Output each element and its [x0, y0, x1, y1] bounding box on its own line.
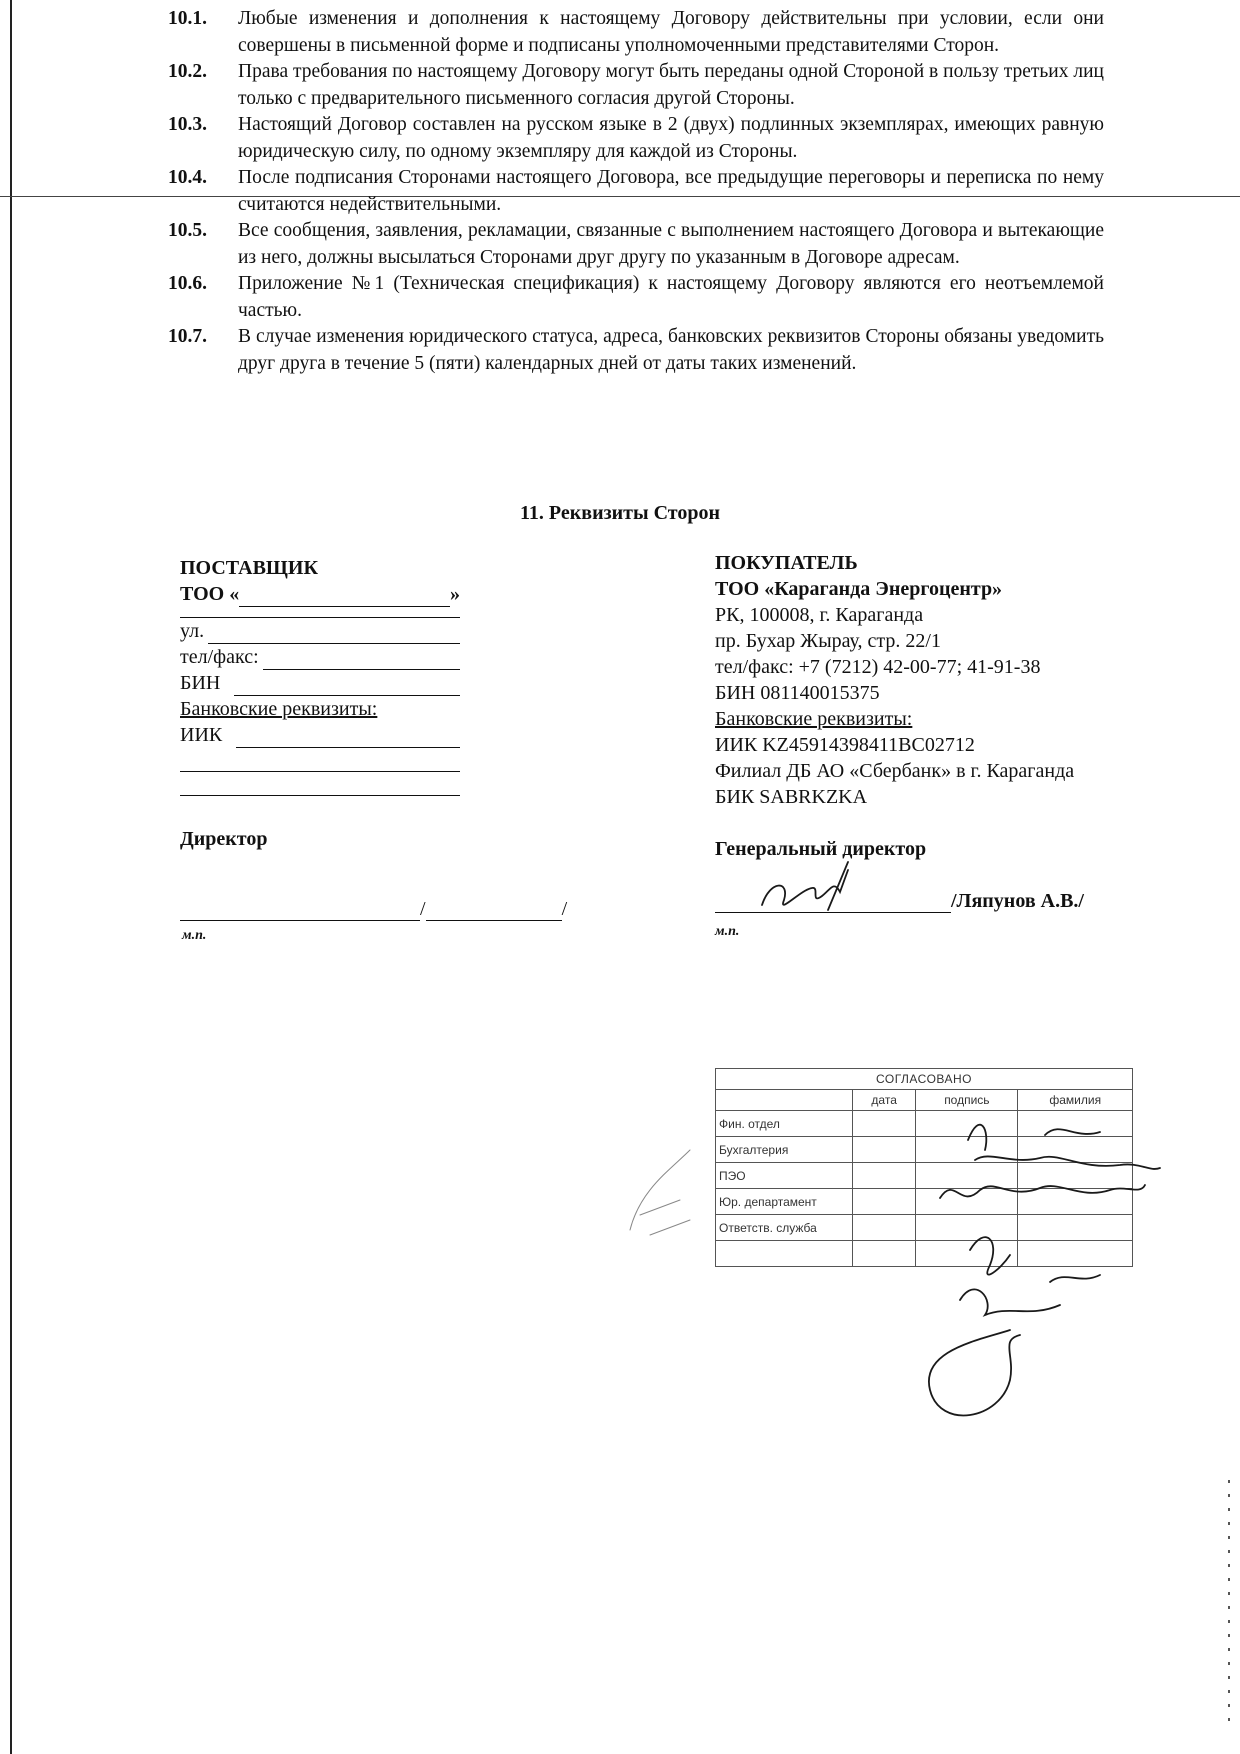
approval-col-header: дата	[853, 1090, 916, 1111]
approval-row-label: Ответств. служба	[716, 1215, 853, 1241]
approval-signature	[1050, 1275, 1100, 1282]
clause-text: В случае изменения юридического статуса, адреса, банковских реквизитов Стороны обязаны уведомить друг друга в течение 5 (пяти) календарных дней от даты таких изменений.	[238, 326, 1104, 374]
approval-col-header: фамилия	[1018, 1090, 1133, 1111]
buyer-director-label: Генеральный директор	[715, 838, 927, 860]
clause-text: Настоящий Договор составлен на русском языке в 2 (двух) подлинных экземплярах, имеющих равную юридическую силу, по одному экземпляру для каждой из Стороны.	[238, 114, 1104, 162]
buyer-branch: Филиал ДБ АО «Сбербанк» в г. Караганда	[715, 760, 1075, 782]
approval-row-label: Бухгалтерия	[716, 1137, 853, 1163]
clause-text: Все сообщения, заявления, рекламации, связанные с выполнением настоящего Договора и вытекающие из него, должны высылаться Сторонами друг другу по указанным в Договоре адресам.	[238, 220, 1104, 268]
buyer-phone: тел/факс: +7 (7212) 42-00-77; 41-91-38	[715, 656, 1041, 678]
buyer-address-2: пр. Бухар Жырау, стр. 22/1	[715, 630, 941, 652]
approval-col-header: подпись	[916, 1090, 1018, 1111]
clause-number: 10.1.	[168, 8, 207, 29]
buyer-address-1: РК, 100008, г. Караганда	[715, 604, 924, 626]
approval-row-label: ПЭО	[716, 1163, 853, 1189]
signature-separator: /	[561, 898, 568, 920]
supplier-heading: ПОСТАВЩИК	[180, 557, 318, 579]
approval-signature	[975, 1156, 1160, 1169]
approval-signature	[940, 1185, 1145, 1198]
supplier-bin-label: БИН	[180, 672, 221, 694]
clause-number: 10.6.	[168, 273, 207, 294]
clause-number: 10.5.	[168, 220, 207, 241]
approval-signature	[970, 1237, 1010, 1274]
buyer-bin: БИН 081140015375	[715, 682, 880, 704]
clause-number: 10.7.	[168, 326, 207, 347]
approval-signature	[960, 1289, 1060, 1315]
supplier-stamp-mark: м.п.	[182, 928, 207, 943]
approval-signature	[929, 1330, 1020, 1415]
buyer-bank-label: Банковские реквизиты:	[715, 708, 913, 730]
approval-row-label: Фин. отдел	[716, 1111, 853, 1137]
clause-number: 10.3.	[168, 114, 207, 135]
clause-number: 10.2.	[168, 61, 207, 82]
supplier-org-suffix: »	[450, 583, 460, 605]
buyer-iik: ИИК KZ45914398411BC02712	[715, 734, 975, 756]
supplier-bank-label: Банковские реквизиты:	[180, 698, 378, 720]
approval-title: СОГЛАСОВАНО	[716, 1069, 1133, 1090]
supplier-director-label: Директор	[180, 828, 268, 850]
supplier-iik-label: ИИК	[180, 724, 223, 746]
clause-text: Любые изменения и дополнения к настоящему Договору действительны при условии, если они совершены в письменной форме и подписаны уполномоченными представителями Сторон.	[238, 8, 1104, 56]
approval-row-label: Юр. департамент	[716, 1189, 853, 1215]
buyer-heading: ПОКУПАТЕЛЬ	[715, 552, 858, 574]
clause-number: 10.4.	[168, 167, 207, 188]
supplier-phone-label: тел/факс:	[180, 646, 259, 668]
approval-signature	[968, 1125, 1100, 1150]
clause-text: Приложение №1 (Техническая спецификация) к настоящему Договору являются его неотъемлемой частью.	[238, 273, 1104, 321]
signature-separator: /	[420, 898, 426, 920]
buyer-org: ТОО «Караганда Энергоцентр»	[715, 578, 1003, 600]
clause-text: После подписания Сторонами настоящего Договора, все предыдущие переговоры и переписка по нему считаются недействительными.	[238, 167, 1104, 215]
buyer-bik: БИК SABRKZKA	[715, 786, 868, 808]
supplier-street-label: ул.	[180, 620, 205, 642]
buyer-stamp-mark: м.п.	[715, 924, 740, 939]
clause-text: Права требования по настоящему Договору могут быть переданы одной Стороной в пользу третьих лиц только с предварительного письменного согласия другой Стороны.	[238, 61, 1104, 109]
section-title: 11. Реквизиты Сторон	[520, 502, 720, 524]
pencil-mark	[630, 1150, 690, 1235]
supplier-org-prefix: ТОО «	[180, 583, 240, 605]
director-signature	[762, 862, 848, 910]
buyer-signer-name: /Ляпунов А.В./	[951, 890, 1084, 912]
